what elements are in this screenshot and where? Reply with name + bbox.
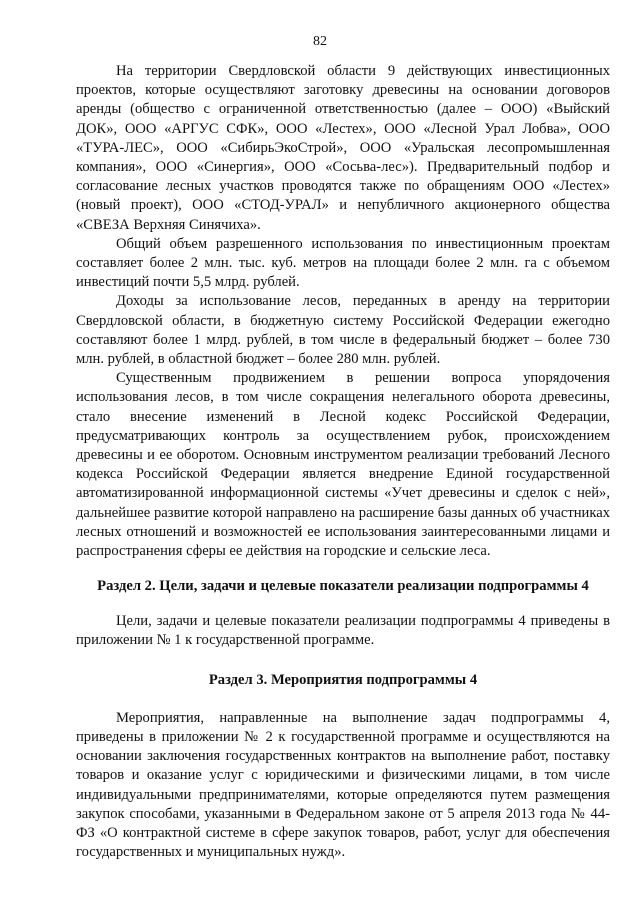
section-2-heading: Раздел 2. Цели, задачи и целевые показатели реализации подпрограммы 4 [97, 578, 589, 595]
page-number: 82 [313, 34, 327, 49]
paragraph-investment-projects: На территории Свердловской области 9 действующих инвестиционных проектов, которые осуществляют заготовку древесины на основании договоров аренды (общество с ограниченной ответственностью (далее – ООО) «Выйский ДОК», ООО «АРГУС СФК», ООО «Лестех», ООО «Лесной Урал Лобва», ООО «ТУРА-ЛЕС», ООО «СибирьЭкоСтрой», ООО «Уральская лесопромышленная компания», ООО «Синергия», ООО «Сосьва-лес»). Предварительный подбор и согласование лесных участков проводятся также по обращениям ООО «Лестех» (новый проект), ООО «СТОД-УРАЛ» и непубличного акционерного общества «СВЕЗА Верхняя Синячиха». [76, 63, 610, 233]
paragraph-forest-code: Существенным продвижением в решении вопроса упорядочения использования лесов, в том числе сокращения нелегального оборота древесины, стало внесение изменений в Лесной кодекс Российской Федерации, предусматривающих контроль за осуществлением рубок, происхождением древесины и ее оборотом. Основным инструментом реализации требований Лесного кодекса Российской Федерации является внедрение Единой государственной автоматизированной информационной системы «Учет древесины и сделок с ней», дальнейшее развитие которой направлено на расширение базы данных об участниках лесных отношений и возможностей ее использования заинтересованными лицами и распространения сферы ее действия на городские и сельские леса. [76, 370, 610, 560]
section-2-paragraph: Цели, задачи и целевые показатели реализации подпрограммы 4 приведены в приложении № 1 к государственной программе. [76, 613, 610, 649]
section-3-heading: Раздел 3. Мероприятия подпрограммы 4 [208, 671, 478, 688]
paragraph-allowed-volume: Общий объем разрешенного использования по инвестиционным проектам составляет более 2 млн. тыс. куб. метров на площади более 2 млн. га с объемом инвестиций почти 5,5 млрд. рублей. [76, 235, 610, 291]
section-3-paragraph: Мероприятия, направленные на выполнение задач подпрограммы 4, приведены в приложении № 2 к государственной программе и осуществляются на основании заключения государственных контрактов на выполнение работ, поставку товаров и оказание услуг с юридическими и физическими лицами, в том числе индивидуальными предпринимателями, которые определяются путем размещения закупок способами, указанными в Федеральном законе от 5 апреля 2013 года № 44-ФЗ «О контрактной системе в сфере закупок товаров, работ, услуг для обеспечения государственных и муниципальных нужд». [76, 709, 610, 861]
paragraph-forest-revenue: Доходы за использование лесов, переданных в аренду на территории Свердловской области, в бюджетную систему Российской Федерации ежегодно составляют более 1 млрд. рублей, в том числе в федеральный бюджет – более 730 млн. рублей, в областной бюджет – более 280 млн. рублей. [76, 293, 610, 368]
